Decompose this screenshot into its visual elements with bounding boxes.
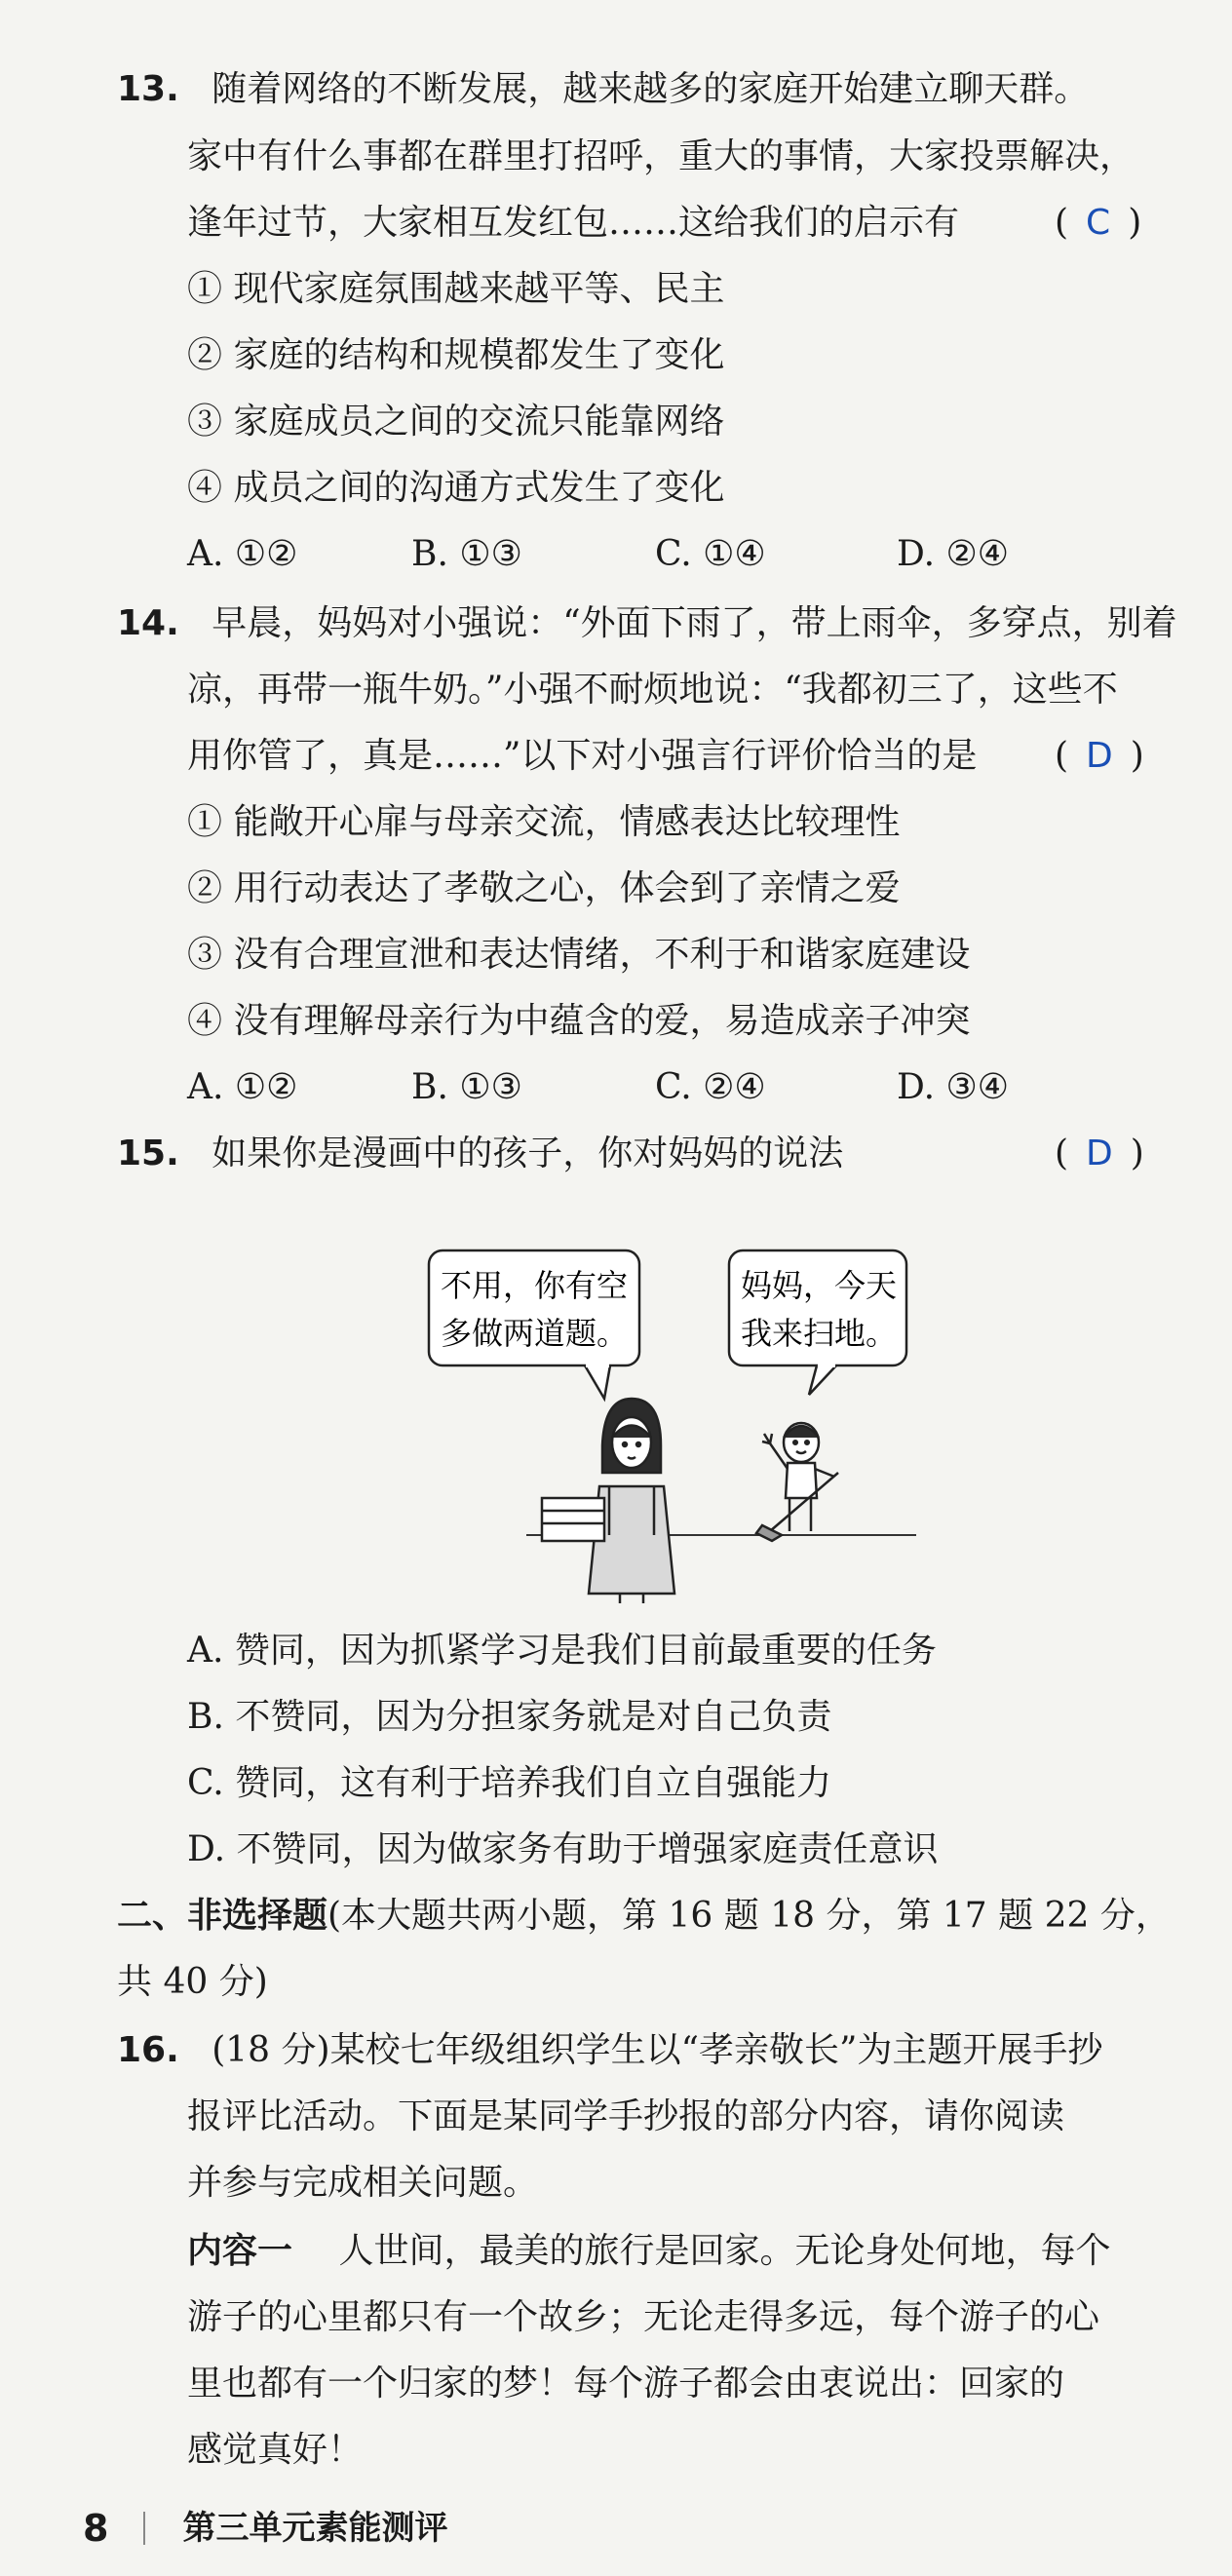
option-c: C. 赞同，这有利于培养我们自立自强能力 [187,1763,832,1803]
statement-item: ① 现代家庭氛围越来越平等、民主 [187,269,725,309]
footer-divider [143,2512,145,2545]
question-number: 16. [117,2030,179,2070]
answer-letter: D [1086,736,1113,776]
option-b: B. ①③ [411,1067,522,1107]
cartoon-illustration [409,1243,955,1603]
child-bubble-line: 我来扫地。 [741,1315,898,1352]
option-a: A. ①② [187,534,298,574]
question-number: 15. [117,1134,179,1173]
option-b: B. 不赞同，因为分担家务就是对自己负责 [187,1697,832,1737]
question-text-line: 如果你是漫画中的孩子，你对妈妈的说法 [212,1134,844,1173]
page-footer [83,2507,447,2550]
question-text-line: 并参与完成相关问题。 [187,2163,539,2203]
footer-title: 第三单元素能测评 [182,2509,448,2548]
statement-item: ② 用行动表达了孝敬之心，体会到了亲情之爱 [187,868,901,908]
question-text-line: 逢年过节，大家相互发红包……这给我们的启示有 [187,203,960,243]
statement-item: ④ 成员之间的沟通方式发生了变化 [187,468,725,508]
statement-item: ① 能敞开心扉与母亲交流，情感表达比较理性 [187,802,901,842]
options-row [187,1066,1009,1109]
question-number: 13. [117,69,179,109]
page-number: 8 [83,2507,109,2550]
child-bubble-line: 妈妈，今天 [741,1267,898,1304]
section-description-line2: 共 40 分) [117,1962,268,2002]
option-d: D. ③④ [897,1067,1010,1107]
mother-bubble-line: 不用，你有空 [441,1267,629,1304]
option-d: D. 不赞同，因为做家务有助于增强家庭责任意识 [187,1829,939,1869]
content-text-line: 里也都有一个归家的梦！每个游子都会由衷说出：回家的 [187,2364,1065,2403]
option-b: B. ①③ [411,534,522,574]
option-a: A. ①② [187,1067,298,1107]
question-number: 14. [117,603,179,643]
answer-letter: D [1086,1134,1113,1173]
question-text-line: 家中有什么事都在群里打招呼，重大的事情，大家投票解决， [187,136,1136,176]
mother-bubble-line: 多做两道题。 [441,1315,629,1352]
content-label: 内容一 [187,2231,293,2271]
content-text-line: 人世间，最美的旅行是回家。无论身处何地，每个 [338,2231,1111,2271]
statement-item: ④ 没有理解母亲行为中蕴含的爱，易造成亲子冲突 [187,1001,971,1041]
answer-bracket: ( D ) [1055,1134,1144,1173]
option-a: A. 赞同，因为抓紧学习是我们目前最重要的任务 [187,1631,937,1671]
question-text-line: 用你管了，真是……”以下对小强言行评价恰当的是 [187,736,978,776]
child-figure [756,1423,838,1541]
option-d: D. ②④ [897,534,1010,574]
content-text-line: 游子的心里都只有一个故乡；无论走得多远，每个游子的心 [187,2297,1100,2337]
statement-item: ② 家庭的结构和规模都发生了变化 [187,335,725,375]
section-title: 二、非选择题 [117,1896,328,1936]
question-text-line: (18 分)某校七年级组织学生以“孝亲敬长”为主题开展手抄 [212,2030,1103,2070]
question-text-line: 随着网络的不断发展，越来越多的家庭开始建立聊天群。 [212,69,1090,109]
mother-figure [542,1399,674,1603]
answer-bracket: ( D ) [1055,736,1144,776]
answer-bracket: ( C ) [1055,203,1142,243]
content-text-line: 感觉真好！ [187,2430,364,2470]
question-text-line: 早晨，妈妈对小强说：“外面下雨了，带上雨伞，多穿点，别着 [212,603,1177,643]
option-c: C. ①④ [655,534,766,574]
option-c: C. ②④ [655,1067,766,1107]
question-text-line: 报评比活动。下面是某同学手抄报的部分内容，请你阅读 [187,2096,1065,2136]
options-row [187,533,1009,576]
statement-item: ③ 家庭成员之间的交流只能靠网络 [187,402,725,442]
question-text-line: 凉，再带一瓶牛奶。”小强不耐烦地说：“我都初三了，这些不 [187,670,1118,710]
statement-item: ③ 没有合理宣泄和表达情绪，不利于和谐家庭建设 [187,935,971,975]
answer-letter: C [1086,203,1111,243]
section-description: (本大题共两小题，第 16 题 18 分，第 17 题 22 分， [327,1896,1171,1936]
